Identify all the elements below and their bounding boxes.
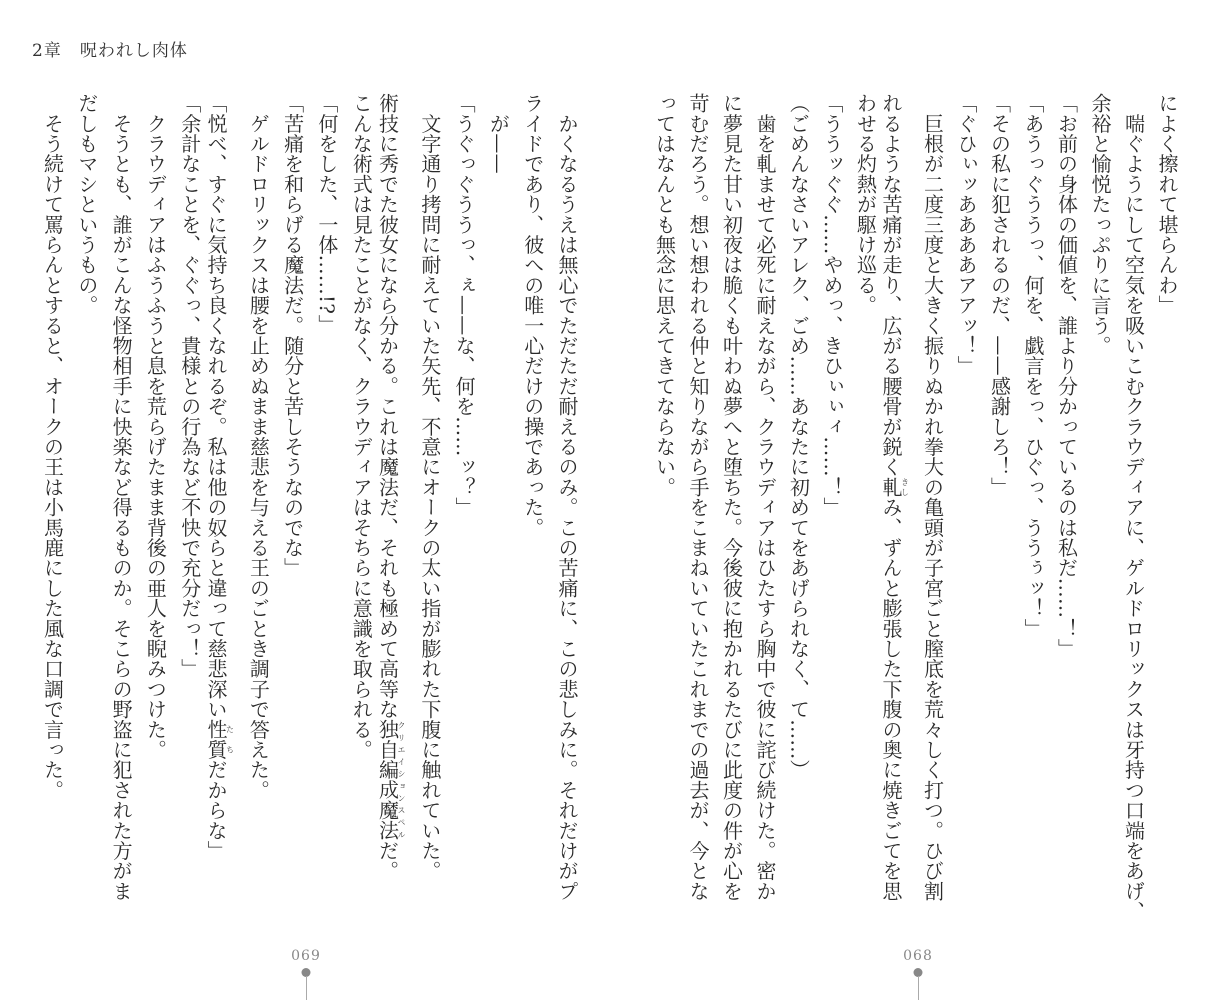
- text-segment: み、ずんと膨張した下腹の奥に焼きごてを思: [879, 497, 903, 902]
- ruby-annotated-word: [375, 719, 406, 841]
- text-line: [520, 93, 545, 538]
- text-segment: が——: [486, 93, 511, 174]
- text-line: [417, 93, 442, 881]
- text-line: [452, 93, 477, 518]
- text-line: [1157, 93, 1177, 315]
- text-segment: わせる灼熱が駆け巡る。: [853, 93, 878, 316]
- ruby-reading: クリエイションスペル: [397, 719, 406, 841]
- text-segment: そう続けて罵らんとすると、オークの王は小馬鹿にした風な口調で言った。: [40, 93, 65, 800]
- text-line: [822, 93, 842, 517]
- text-line: [881, 93, 909, 901]
- text-line: [956, 93, 976, 376]
- page-069-body: [30, 93, 590, 953]
- text-segment: ライドであり、彼への唯一心だけの操であった。: [520, 93, 545, 538]
- text-segment: 「ぐひぃッああああアアッ！」: [954, 93, 978, 376]
- text-segment: 「ううッぐぐ……やめっ、きひぃぃィ……！」: [820, 93, 844, 518]
- ruby-annotated-word: [879, 476, 910, 498]
- text-line: [719, 93, 744, 901]
- text-line: [177, 93, 202, 679]
- text-line: [1121, 93, 1146, 922]
- text-line: [853, 93, 878, 316]
- ruby-base: 性質: [204, 719, 228, 760]
- ruby-annotated-word: [204, 719, 235, 760]
- text-segment: だしもマシというもの。: [74, 93, 99, 316]
- page-number-069: 069: [291, 948, 321, 964]
- text-segment: （ごめんなさいアレク、ごめ……あなたに初めてをあげられなく、て……）: [786, 93, 811, 780]
- page-068-body: [640, 93, 1185, 953]
- text-line: [920, 93, 945, 901]
- ruby-reading: きし: [900, 476, 910, 497]
- text-segment: そうとも、誰がこんな怪物相手に快楽など得るものか。そこらの野盗に犯された方がま: [109, 93, 134, 901]
- text-segment: れるような苦痛が走り、広がる腰骨が鋭く: [879, 93, 903, 477]
- text-line: [109, 93, 134, 901]
- text-segment: 歯を軋ませて必死に耐えながら、クラウディアはひたすら胸中で彼に詫び続けた。密か: [753, 93, 777, 901]
- text-segment: 「何をした、一体……!?」: [314, 93, 339, 335]
- text-line: [755, 93, 775, 901]
- text-segment: だからな」: [204, 759, 228, 861]
- ruby-base: 軋: [879, 476, 903, 498]
- text-segment: かくなるうえは無心でただただ耐えるのみ。この苦痛に、この悲しみに。それだけがプ: [555, 93, 579, 901]
- text-line: [486, 93, 511, 174]
- text-segment: 余裕と愉悦たっぷりに言う。: [1088, 93, 1112, 356]
- text-line: [143, 93, 168, 760]
- text-segment: 「余計なことを、ぐぐっ、貴様との行為など不快で充分だっ！」: [177, 93, 202, 679]
- text-line: [314, 93, 339, 335]
- text-line: [375, 93, 406, 881]
- text-segment: 「うぐっぐううっ、ぇ——な、何を……ッ？」: [452, 93, 477, 518]
- text-segment: 「その私に犯されるのだ、——感謝しろ！」: [987, 93, 1012, 497]
- text-segment: 「苦痛を和らげる魔法だ。随分と苦しそうなのでな」: [280, 93, 305, 578]
- text-line: [280, 93, 305, 578]
- text-line: [786, 93, 811, 780]
- text-line: [206, 93, 234, 861]
- text-segment: 術技に秀でた彼女になら分かる。これは魔法だ、それも極めて高等な: [375, 93, 400, 720]
- ruby-base: 独自編成魔法: [375, 719, 400, 841]
- text-segment: 巨根が二度三度と大きく振りぬかれ拳大の亀頭が子宮ごと膣底を荒々しく打つ。ひび割: [920, 93, 945, 901]
- page-number-068: 068: [903, 948, 933, 964]
- text-segment: 「あうっぐううっ、何を、戯言をっ、ひぐっ、ううぅッ！」: [1021, 93, 1045, 639]
- text-line: [349, 93, 374, 760]
- text-segment: こんな術式は見たことがなく、クラウディアはそちらに意識を取られる。: [349, 93, 374, 760]
- text-line: [987, 93, 1012, 497]
- text-line: [74, 93, 99, 316]
- running-header-chapter-title: 2章 呪われし肉体: [32, 41, 188, 61]
- text-segment: 「悦べ、すぐに気持ち良くなれるぞ。私は他の奴らと違って慈悲深い: [204, 93, 228, 720]
- text-line: [246, 93, 271, 800]
- text-segment: 「お前の身体の価値を、誰より分かっているのは私だ……！」: [1054, 93, 1079, 659]
- text-segment: ゲルドロリックスは腰を止めぬまま慈悲を与える王のごとき調子で答えた。: [246, 93, 271, 800]
- ruby-reading: たち: [225, 719, 235, 760]
- text-segment: 苛むだろう。想い想われる仲と知りながら手をこまねいていたこれまでの過去が、今とな: [686, 93, 710, 901]
- text-segment: によく擦れて堪らんわ」: [1155, 93, 1179, 316]
- page-marker-line: [306, 976, 307, 1000]
- text-segment: だ。: [375, 840, 400, 881]
- text-line: [1023, 93, 1043, 638]
- text-line: [557, 93, 577, 901]
- text-line: [40, 93, 65, 800]
- text-line: [688, 93, 708, 901]
- text-segment: ってはなんとも無念に思えてきてならない。: [652, 93, 677, 497]
- text-line: [1054, 93, 1079, 659]
- text-segment: 文字通り拷問に耐えていた矢先、不意にオークの太い指が膨れた下腹に触れていた。: [417, 93, 442, 881]
- text-segment: に夢見た甘い初夜は脆くも叶わぬ夢へと堕ちた。今後彼に抱かれるたびに此度の件が心を: [719, 93, 744, 901]
- text-segment: クラウディアはふうふうと息を荒らげたまま背後の亜人を睨みつけた。: [143, 93, 168, 760]
- text-line: [1090, 93, 1110, 356]
- text-segment: 喘ぐようにして空気を吸いこむクラウディアに、ゲルドロリックスは牙持つ口端をあげ、: [1121, 93, 1146, 922]
- page-marker-line: [918, 976, 919, 1000]
- text-line: [652, 93, 677, 497]
